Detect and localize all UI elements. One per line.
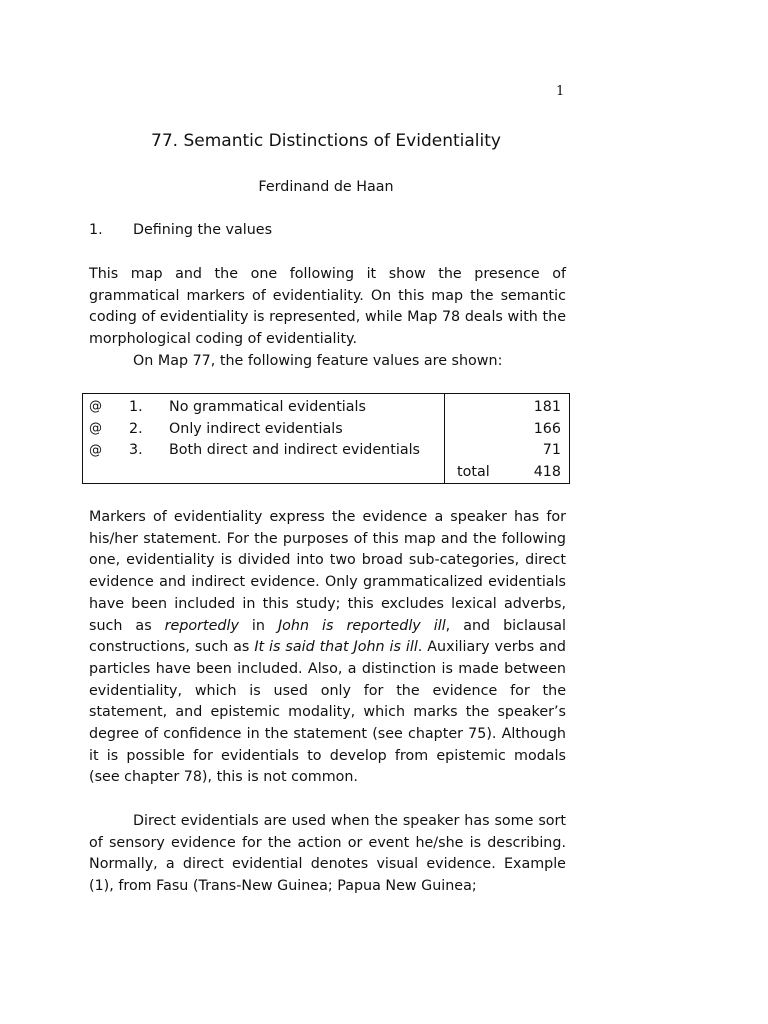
row-label: Both direct and indirect evidentials bbox=[169, 439, 445, 461]
direct-evidentials-paragraph bbox=[89, 811, 566, 898]
text-run: . Auxiliary verbs and particles have been included. Also, a distinction is made between evidentiality, which is used only for the evidence for the statement, and epistemic modality, which marks the speaker’s degree of confidence in the statement (see chapter 75). Although it is possible for evidentials to develop from epistemic modals (see chapter 78), this is not common. bbox=[89, 639, 566, 786]
row-label: Only indirect evidentials bbox=[169, 418, 445, 440]
italic-example: John is reportedly ill bbox=[277, 617, 446, 634]
row-count: 166 bbox=[533, 420, 561, 437]
row-number: 2. bbox=[129, 420, 143, 437]
feature-values-intro: On Map 77, the following feature values are shown: bbox=[133, 352, 503, 369]
row-marker: @ bbox=[89, 399, 102, 415]
row-count: 181 bbox=[533, 398, 561, 415]
row-marker: @ bbox=[89, 442, 102, 458]
table-total-row bbox=[83, 461, 570, 483]
term-direct-evidentials: Direct evidentials bbox=[133, 813, 259, 829]
term-visual-evidence: visual evidence bbox=[376, 856, 492, 873]
author-name: Ferdinand de Haan bbox=[258, 179, 394, 195]
row-count: 71 bbox=[542, 442, 561, 459]
text-run: in bbox=[238, 617, 278, 634]
table-row bbox=[83, 394, 570, 418]
chapter-title: 77. Semantic Distinctions of Evidentiality bbox=[151, 131, 501, 151]
feature-values-table bbox=[82, 393, 570, 484]
table-row bbox=[83, 418, 570, 440]
table-row bbox=[83, 439, 570, 461]
section-heading bbox=[89, 222, 272, 238]
row-number: 1. bbox=[129, 398, 143, 415]
intro-paragraph bbox=[89, 264, 566, 373]
section-number: 1. bbox=[89, 222, 103, 238]
text-run: are used when the speaker has some sort of sensory evidence for the action or event he/she is describing. Normally, a direct evidential denotes bbox=[89, 813, 566, 873]
text-run: Markers of evidentiality express the evidence a speaker has for his/her statement. For the purposes of this map and the following one, evidentiality is divided into two broad sub-categories, direct evidence and indirect evidence. Only grammaticalized evidentials have been included in this study; this excludes lexical adverbs, such as bbox=[89, 509, 566, 634]
page-number: 1 bbox=[556, 84, 565, 99]
text-run: , and biclausal constructions, such as bbox=[89, 617, 566, 656]
text-run: . Example (1), from Fasu (Trans-New Guinea; Papua New Guinea; bbox=[89, 856, 566, 895]
italic-example: It is said that John is ill bbox=[254, 639, 418, 656]
section-title: Defining the values bbox=[133, 222, 273, 238]
intro-text: This map and the one following it show the presence of grammatical markers of evidentiality. On this map the semantic coding of evidentiality is represented, while Map 78 deals with the morphological coding of evidentiality. bbox=[89, 266, 566, 348]
total-label: total bbox=[457, 463, 490, 480]
row-marker: @ bbox=[89, 421, 102, 437]
italic-example: reportedly bbox=[164, 617, 239, 634]
row-label: No grammatical evidentials bbox=[169, 394, 445, 418]
evidentiality-paragraph bbox=[89, 507, 566, 789]
total-value: 418 bbox=[533, 463, 561, 480]
row-number: 3. bbox=[129, 442, 143, 459]
